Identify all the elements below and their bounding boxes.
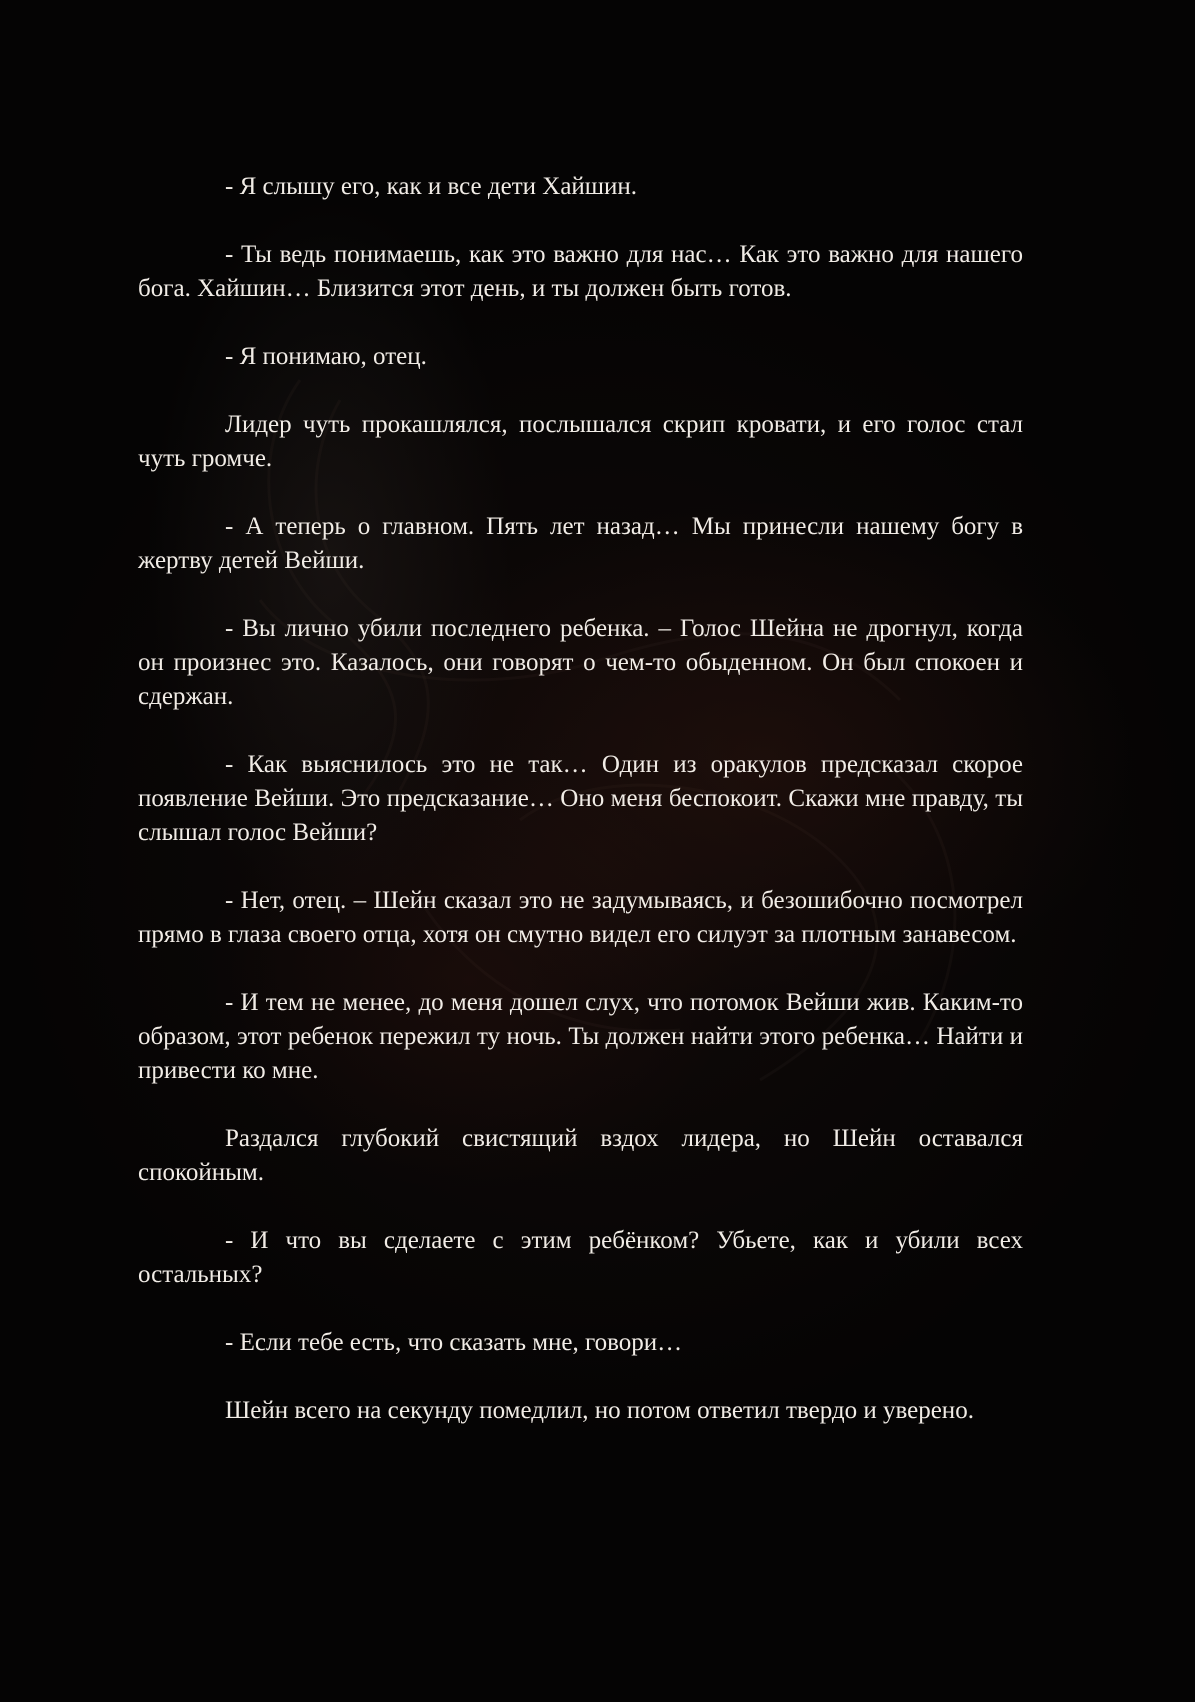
- paragraph: Лидер чуть прокашлялся, послышался скрип кровати, и его голос стал чуть громче.: [138, 411, 1023, 472]
- paragraph: - А теперь о главном. Пять лет назад… Мы принесли нашему богу в жертву детей Вейши.: [138, 513, 1023, 574]
- paragraph: - Я слышу его, как и все дети Хайшин.: [225, 173, 638, 200]
- paragraph: - Как выяснилось это не так… Один из оракулов предсказал скорое появление Вейши. Это предсказание… Оно меня беспокоит. Скажи мне правду, ты слышал голос Вейши?: [138, 751, 1023, 846]
- paragraph: - Если тебе есть, что сказать мне, говори…: [225, 1329, 683, 1356]
- paragraph: - И что вы сделаете с этим ребёнком? Убьете, как и убили всех остальных?: [138, 1227, 1023, 1288]
- paragraph: Шейн всего на секунду помедлил, но потом ответил твердо и уверено.: [225, 1397, 974, 1424]
- text-body: [138, 170, 1023, 1462]
- paragraph: - Ты ведь понимаешь, как это важно для нас… Как это важно для нашего бога. Хайшин… Близится этот день, и ты должен быть готов.: [138, 241, 1023, 302]
- paragraph: - Нет, отец. – Шейн сказал это не задумываясь, и безошибочно посмотрел прямо в глаза своего отца, хотя он смутно видел его силуэт за плотным занавесом.: [138, 887, 1023, 948]
- paragraph: Раздался глубокий свистящий вздох лидера, но Шейн оставался спокойным.: [138, 1125, 1023, 1186]
- paragraph: - Я понимаю, отец.: [225, 343, 427, 370]
- paragraph: - Вы лично убили последнего ребенка. – Голос Шейна не дрогнул, когда он произнес это. Казалось, они говорят о чем-то обыденном. Он был спокоен и сдержан.: [138, 615, 1023, 710]
- paragraph: - И тем не менее, до меня дошел слух, что потомок Вейши жив. Каким-то образом, этот ребенок пережил ту ночь. Ты должен найти этого ребенка… Найти и привести ко мне.: [138, 989, 1023, 1084]
